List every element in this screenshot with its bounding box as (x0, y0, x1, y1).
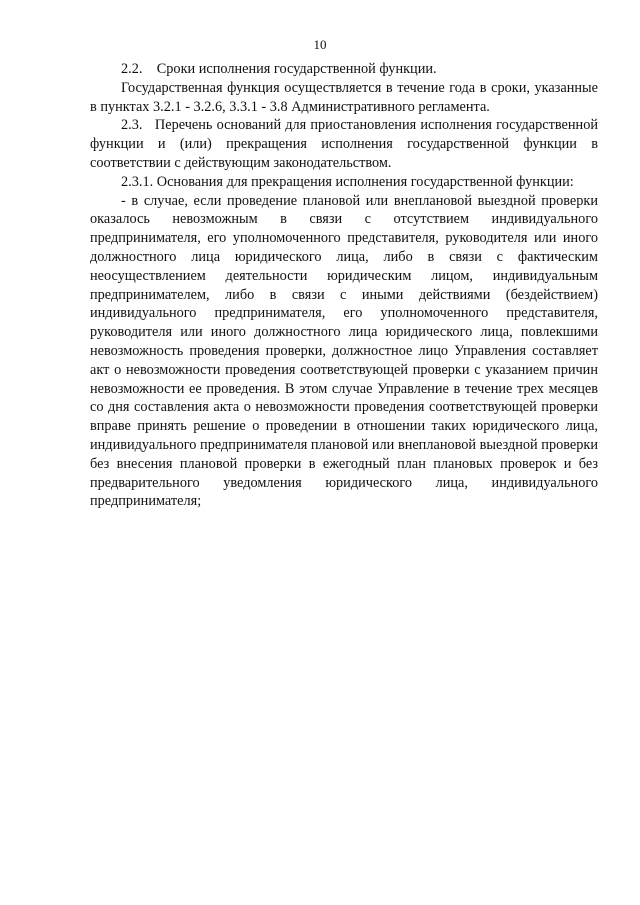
section-2-2-heading: 2.2. Сроки исполнения государственной функции. (121, 61, 437, 77)
section-2-3-text: 2.3. Перечень оснований для приостановления исполнения государственной функции и (или) прекращения исполнения государственной функции в соответствии с действующим законодательством. (90, 117, 598, 171)
section-2-3-1-heading: 2.3.1. Основания для прекращения исполнения государственной функции: (121, 173, 574, 190)
termination-case-paragraph: - в случае, если проведение плановой или внеплановой выездной проверки оказалось невозможным в связи с отсутствием индивидуального предпринимателя, его уполномоченного представителя, руководителя или иного должностного лица юридического лица, либо в связи с фактическим неосуществлением деятельности юридическим лицом, индивидуальным предпринимателем, либо в связи с иными действиями (бездействием) индивидуального предпринимателя, его уполномоченного представителя, руководителя или иного должностного лица юридического лица, повлекшими невозможность проведения проверки, должностное лицо Управления составляет акт о невозможности проведения соответствующей проверки с указанием причин невозможности ее проведения. В этом случае Управление в течение трех месяцев со дня составления акта о невозможности проведения соответствующей проверки вправе принять решение о проведении в отношении таких юридического лица, индивидуального предпринимателя плановой или внеплановой выездной проверки без внесения плановой проверки в ежегодный план плановых проверок и без предварительного уведомления юридического лица, индивидуального предпринимателя; (90, 192, 598, 510)
page-number: 10 (313, 37, 327, 52)
document-body (90, 60, 598, 511)
section-2-2-text: Государственная функция осуществляется в течение года в сроки, указанные в пунктах 3.2.1 - 3.2.6, 3.3.1 - 3.8 Административного регламента. (90, 79, 598, 115)
